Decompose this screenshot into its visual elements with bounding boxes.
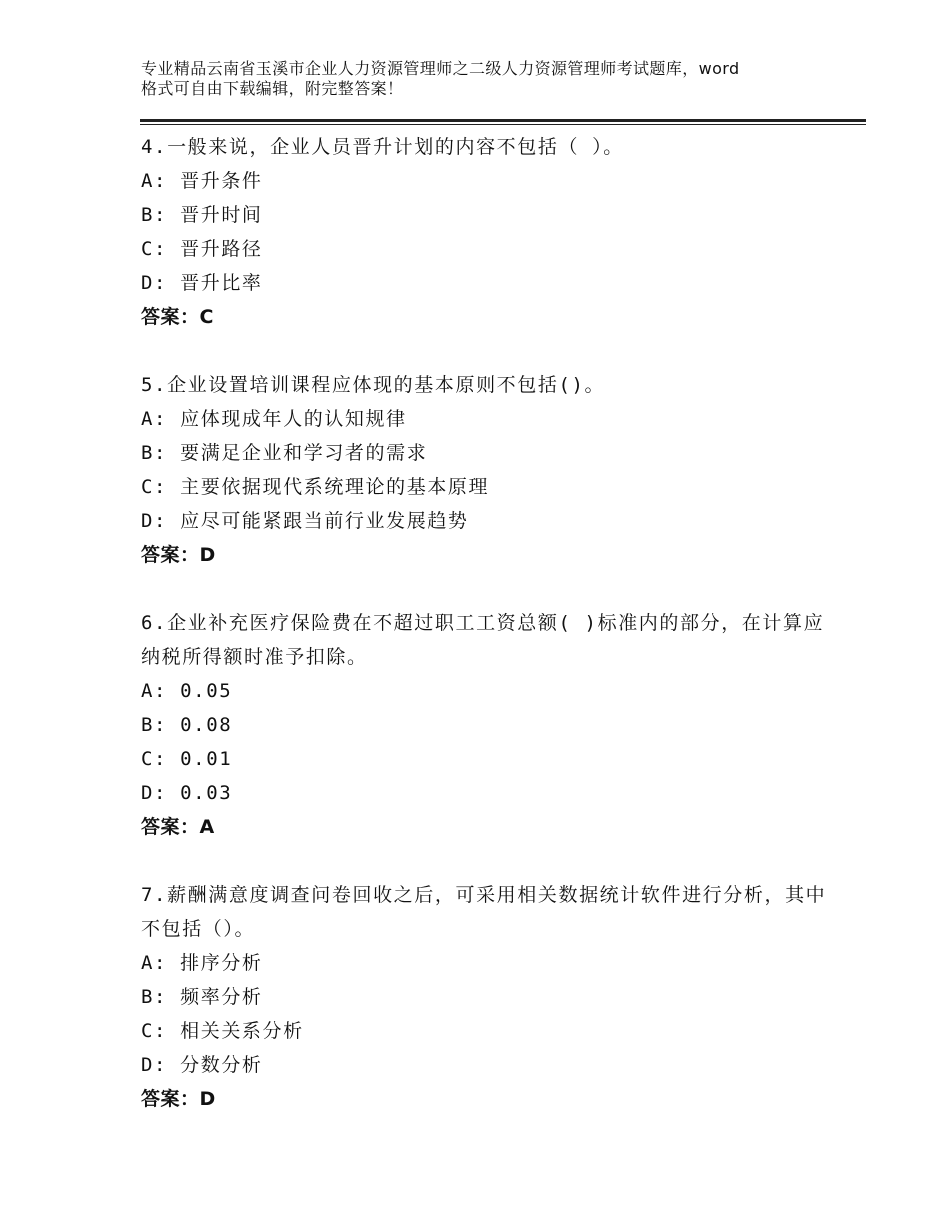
question-6 <box>141 606 831 844</box>
option-a: A: 应体现成年人的认知规律 <box>141 408 407 430</box>
question-list <box>141 130 831 1150</box>
option-b: B: 晋升时间 <box>141 204 263 226</box>
answer-label: 答案：A <box>141 816 215 838</box>
option-b: B: 要满足企业和学习者的需求 <box>141 442 428 464</box>
option-b: B: 0.08 <box>141 714 233 736</box>
question-5 <box>141 368 831 572</box>
question-7 <box>141 878 831 1116</box>
question-text: 7.薪酬满意度调查问卷回收之后，可采用相关数据统计软件进行分析，其中不包括（）。 <box>141 884 827 940</box>
option-a: A: 晋升条件 <box>141 170 263 192</box>
option-c: C: 晋升路径 <box>141 238 263 260</box>
header-divider-thick <box>140 119 866 122</box>
option-d: D: 应尽可能紧跟当前行业发展趋势 <box>141 510 469 532</box>
option-d: D: 0.03 <box>141 782 233 804</box>
question-text: 5.企业设置培训课程应体现的基本原则不包括()。 <box>141 374 606 396</box>
option-a: A: 0.05 <box>141 680 233 702</box>
header-line-1: 专业精品云南省玉溪市企业人力资源管理师之二级人力资源管理师考试题库，word <box>141 59 740 78</box>
document-header <box>141 59 841 99</box>
option-d: D: 晋升比率 <box>141 272 263 294</box>
option-c: C: 0.01 <box>141 748 233 770</box>
question-4 <box>141 130 831 334</box>
header-divider-thin <box>140 124 866 125</box>
answer-label: 答案：C <box>141 306 214 328</box>
option-a: A: 排序分析 <box>141 952 263 974</box>
answer-label: 答案：D <box>141 1088 216 1110</box>
question-text: 4.一般来说，企业人员晋升计划的内容不包括（ ）。 <box>141 136 624 158</box>
option-c: C: 相关关系分析 <box>141 1020 304 1042</box>
option-d: D: 分数分析 <box>141 1054 263 1076</box>
option-b: B: 频率分析 <box>141 986 263 1008</box>
option-c: C: 主要依据现代系统理论的基本原理 <box>141 476 490 498</box>
question-text: 6.企业补充医疗保险费在不超过职工工资总额( )标准内的部分，在计算应纳税所得额时准予扣除。 <box>141 612 825 668</box>
header-line-2: 格式可自由下载编辑，附完整答案！ <box>141 79 404 98</box>
answer-label: 答案：D <box>141 544 216 566</box>
